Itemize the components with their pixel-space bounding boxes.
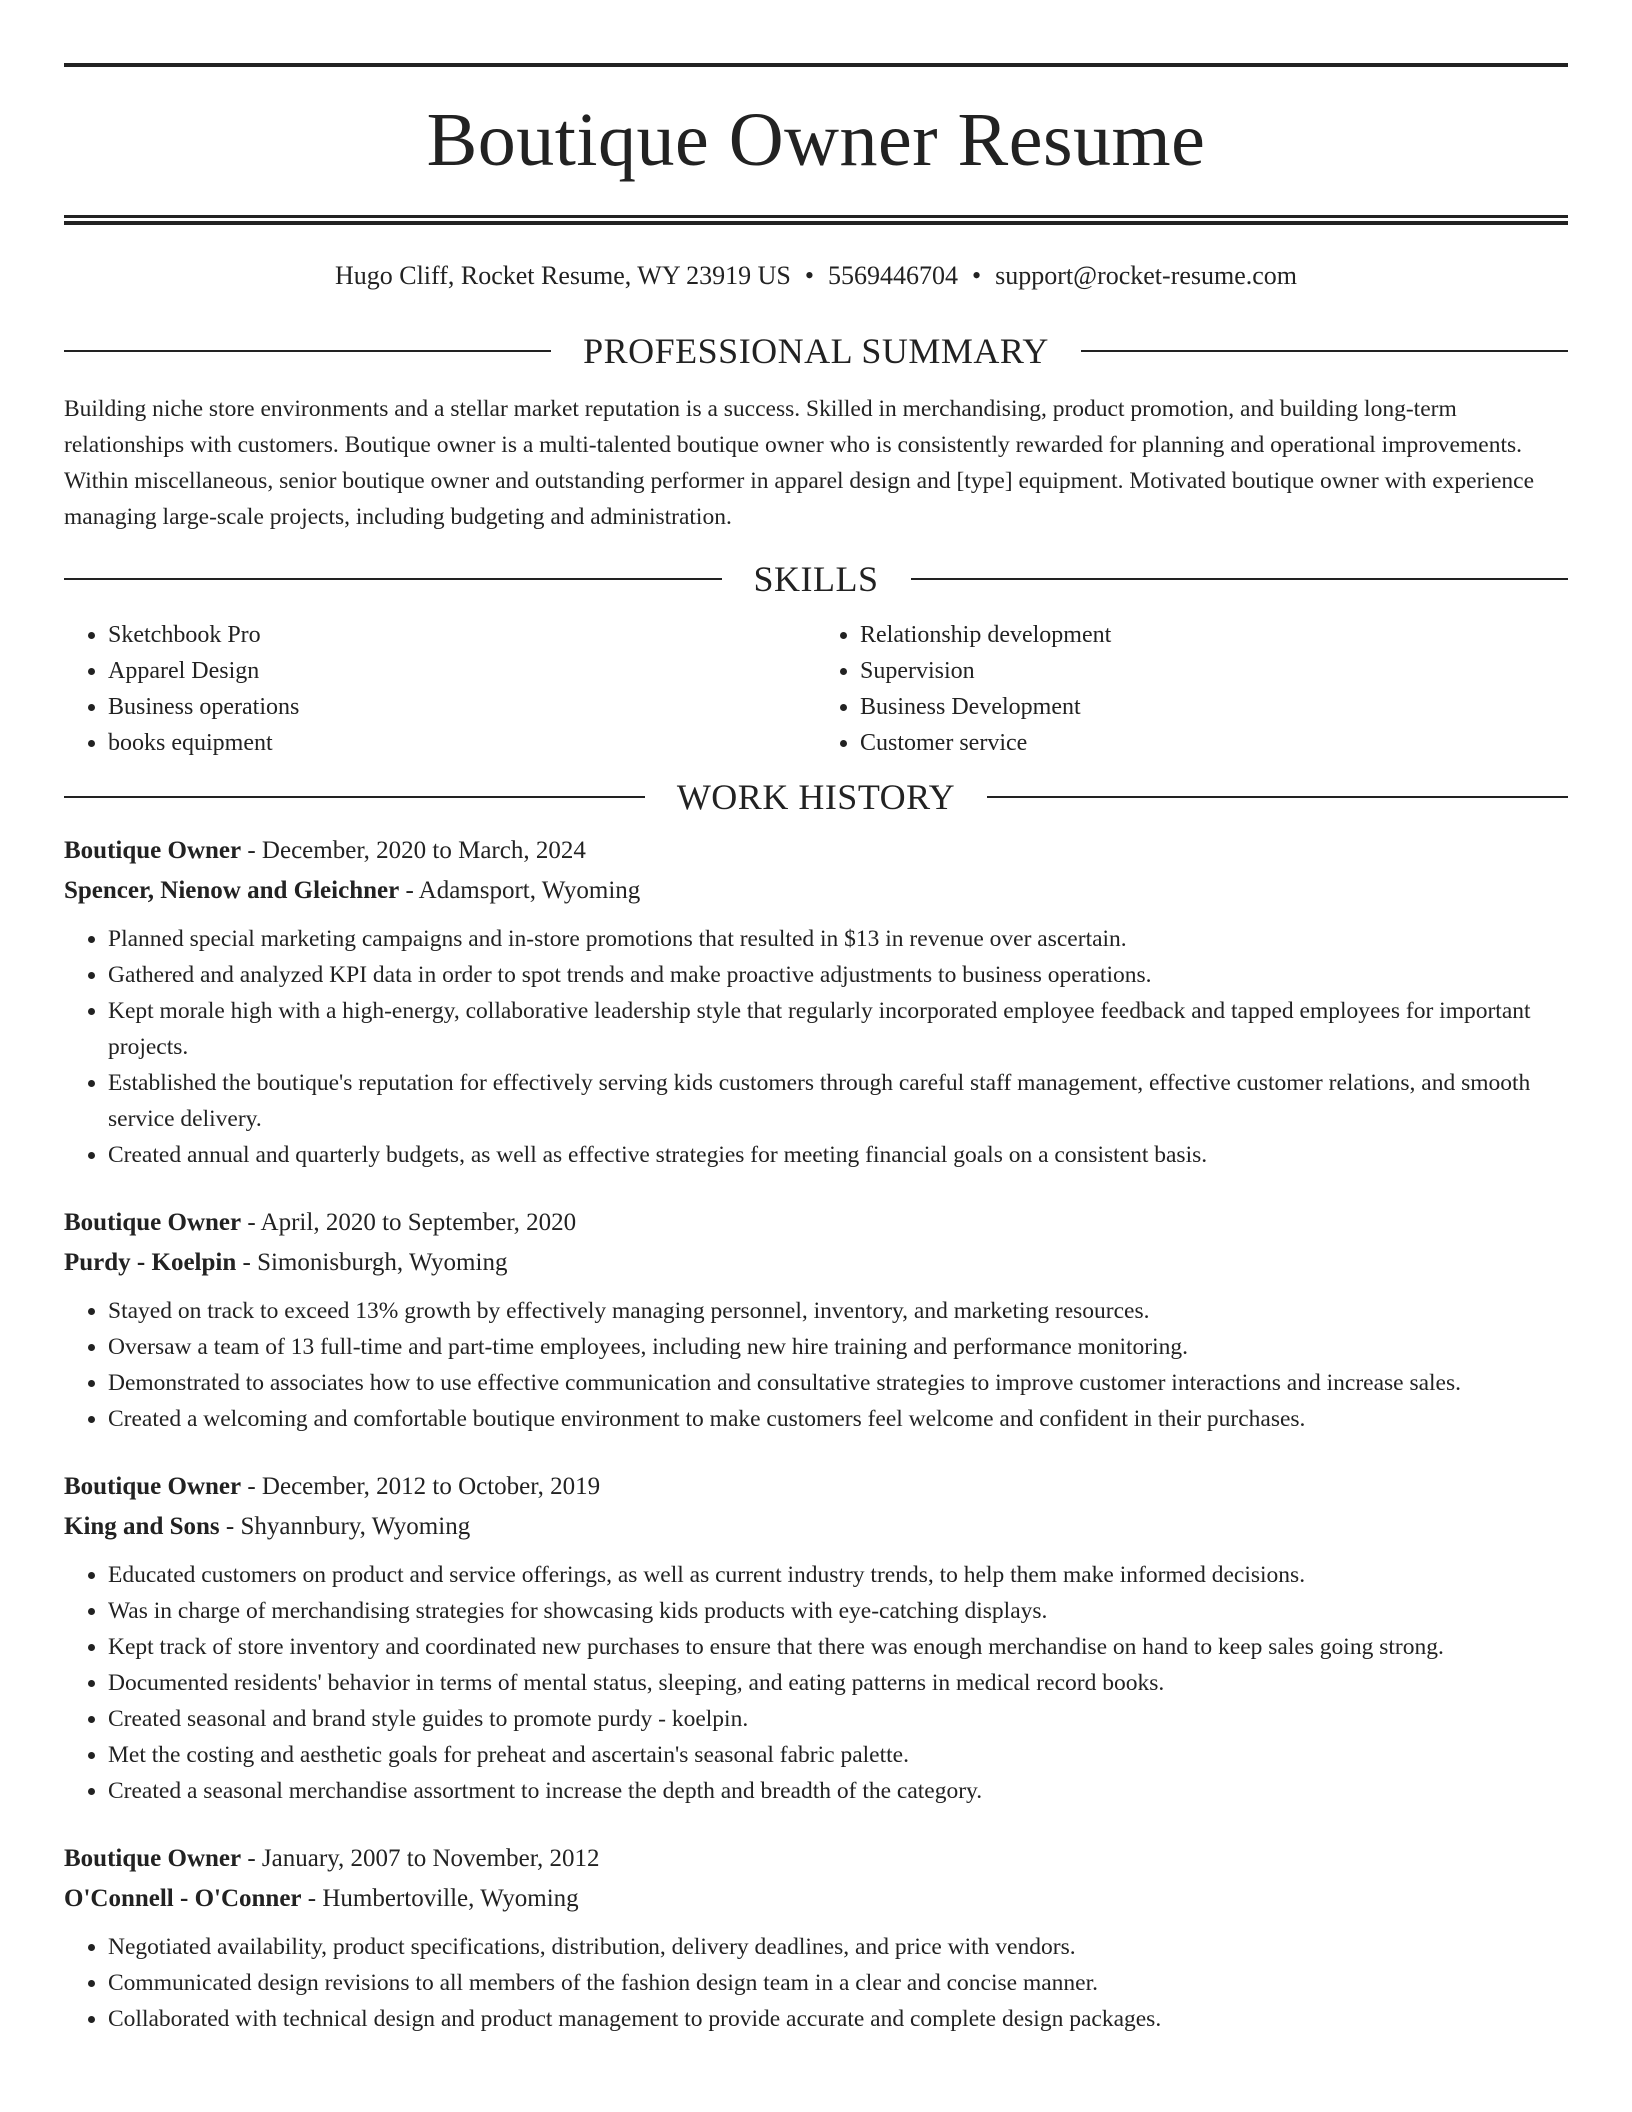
summary-heading: PROFESSIONAL SUMMARY [583, 331, 1049, 371]
job-company: O'Connell - O'Conner [64, 1885, 302, 1912]
job-bullets [64, 1293, 1568, 1437]
job-bullet: • Established the boutique's reputation for effectively serving kids customers through careful staff management, effective customer relations, and smooth service delivery. [108, 1065, 1568, 1137]
job-title-line [64, 1203, 1568, 1243]
job-bullets [64, 1929, 1568, 2037]
skills-column-left [64, 617, 816, 761]
job-bullet: • Documented residents' behavior in terms of mental status, sleeping, and eating patterns in medical record books. [108, 1665, 1568, 1701]
summary-text: Building niche store environments and a stellar market reputation is a success. Skilled in merchandising, product promotion, and building long-term relationships with customers. Boutique owner is a multi-talented boutique owner who is consistently rewarded for planning and operational improvements. Within miscellaneous, senior boutique owner and outstanding performer in apparel design and [type] equipment. Motivated boutique owner with experience managing large-scale projects, including budgeting and administration. [64, 396, 1535, 530]
skills-column-right [816, 617, 1568, 761]
job-bullet: • Demonstrated to associates how to use effective communication and consultative strategies to improve customer interactions and increase sales. [108, 1365, 1568, 1401]
job-title-line [64, 1467, 1568, 1507]
job-title: Boutique Owner [64, 1473, 242, 1500]
skills-list [64, 617, 1568, 761]
job-company-line [64, 871, 1568, 911]
skill-item: • Apparel Design [108, 653, 816, 689]
job-bullet: • Kept morale high with a high-energy, collaborative leadership style that regularly incorporated employee feedback and tapped employees for important projects. [108, 993, 1568, 1065]
job-bullet: • Stayed on track to exceed 13% growth by effectively managing personnel, inventory, and marketing resources. [108, 1293, 1568, 1329]
skill-item: • Business operations [108, 689, 816, 725]
section-rule-left [64, 578, 722, 580]
skill-item: • Sketchbook Pro [108, 617, 816, 653]
job-company-line [64, 1879, 1568, 1919]
job-title: Boutique Owner [64, 1209, 242, 1236]
job-company: Purdy - Koelpin [64, 1249, 237, 1276]
contact-phone: 5569446704 [828, 261, 959, 290]
job-dates: - December, 2020 to March, 2024 [241, 837, 586, 864]
contact-email: support@rocket-resume.com [995, 261, 1298, 290]
job-bullet: • Was in charge of merchandising strategies for showcasing kids products with eye-catching displays. [108, 1593, 1568, 1629]
contact-separator: • [972, 261, 982, 290]
job-bullet: • Created annual and quarterly budgets, as well as effective strategies for meeting financial goals on a consistent basis. [108, 1137, 1568, 1173]
job-title-line [64, 831, 1568, 871]
job-bullet: • Educated customers on product and service offerings, as well as current industry trends, to help them make informed decisions. [108, 1557, 1568, 1593]
job-bullet: • Kept track of store inventory and coordinated new purchases to ensure that there was enough merchandise on hand to keep sales going strong. [108, 1629, 1568, 1665]
job-bullets [64, 921, 1568, 1173]
job-bullet: • Negotiated availability, product specifications, distribution, delivery deadlines, and price with vendors. [108, 1929, 1568, 1965]
job-bullet: • Collaborated with technical design and product management to provide accurate and complete design packages. [108, 2001, 1568, 2037]
summary-section-header [64, 331, 1568, 371]
job-bullet: • Planned special marketing campaigns and in-store promotions that resulted in $13 in revenue over ascertain. [108, 921, 1568, 957]
section-rule-right [911, 578, 1569, 580]
job-location: - Adamsport, Wyoming [399, 877, 641, 904]
job-entry [64, 1839, 1568, 2037]
job-bullet: • Created seasonal and brand style guides to promote purdy - koelpin. [108, 1701, 1568, 1737]
job-bullet: • Created a seasonal merchandise assortment to increase the depth and breadth of the category. [108, 1773, 1568, 1809]
job-entry [64, 831, 1568, 1173]
job-entry [64, 1203, 1568, 1437]
job-company-line [64, 1507, 1568, 1547]
job-company: King and Sons [64, 1513, 220, 1540]
job-dates: - April, 2020 to September, 2020 [241, 1209, 577, 1236]
contact-separator: • [804, 261, 815, 290]
job-bullets [64, 1557, 1568, 1809]
skill-item: • books equipment [108, 725, 816, 761]
section-rule-left [64, 350, 551, 352]
job-bullet: • Created a welcoming and comfortable boutique environment to make customers feel welcome and confident in their purchases. [108, 1401, 1568, 1437]
section-rule-left [64, 796, 645, 798]
job-dates: - January, 2007 to November, 2012 [241, 1845, 600, 1872]
job-company-line [64, 1243, 1568, 1283]
skill-item: • Customer service [860, 725, 1568, 761]
work-history-list [64, 831, 1568, 2037]
job-entry [64, 1467, 1568, 1809]
skill-item: • Supervision [860, 653, 1568, 689]
resume-title: Boutique Owner Resume [426, 98, 1206, 182]
job-title: Boutique Owner [64, 1845, 242, 1872]
top-rule [64, 63, 1568, 67]
job-title-line [64, 1839, 1568, 1879]
contact-address: Hugo Cliff, Rocket Resume, WY 23919 US [334, 261, 791, 290]
job-dates: - December, 2012 to October, 2019 [241, 1473, 601, 1500]
job-bullet: • Gathered and analyzed KPI data in order to spot trends and make proactive adjustments to business operations. [108, 957, 1568, 993]
section-rule-right [1081, 350, 1568, 352]
job-title: Boutique Owner [64, 837, 242, 864]
skills-section-header [64, 559, 1568, 599]
work-section-header [64, 777, 1568, 817]
job-company: Spencer, Nienow and Gleichner [64, 877, 400, 904]
job-bullet: • Oversaw a team of 13 full-time and part-time employees, including new hire training and performance monitoring. [108, 1329, 1568, 1365]
job-location: - Humbertoville, Wyoming [301, 1885, 579, 1912]
section-rule-right [987, 796, 1568, 798]
skills-heading: SKILLS [753, 559, 879, 599]
job-location: - Shyannbury, Wyoming [219, 1513, 471, 1540]
job-bullet: • Communicated design revisions to all members of the fashion design team in a clear and concise manner. [108, 1965, 1568, 2001]
job-bullet: • Met the costing and aesthetic goals for preheat and ascertain's seasonal fabric palette. [108, 1737, 1568, 1773]
work-heading: WORK HISTORY [676, 777, 956, 817]
title-double-rule [64, 215, 1568, 225]
skill-item: • Business Development [860, 689, 1568, 725]
skill-item: • Relationship development [860, 617, 1568, 653]
job-location: - Simonisburgh, Wyoming [236, 1249, 508, 1276]
contact-line [64, 260, 1568, 292]
